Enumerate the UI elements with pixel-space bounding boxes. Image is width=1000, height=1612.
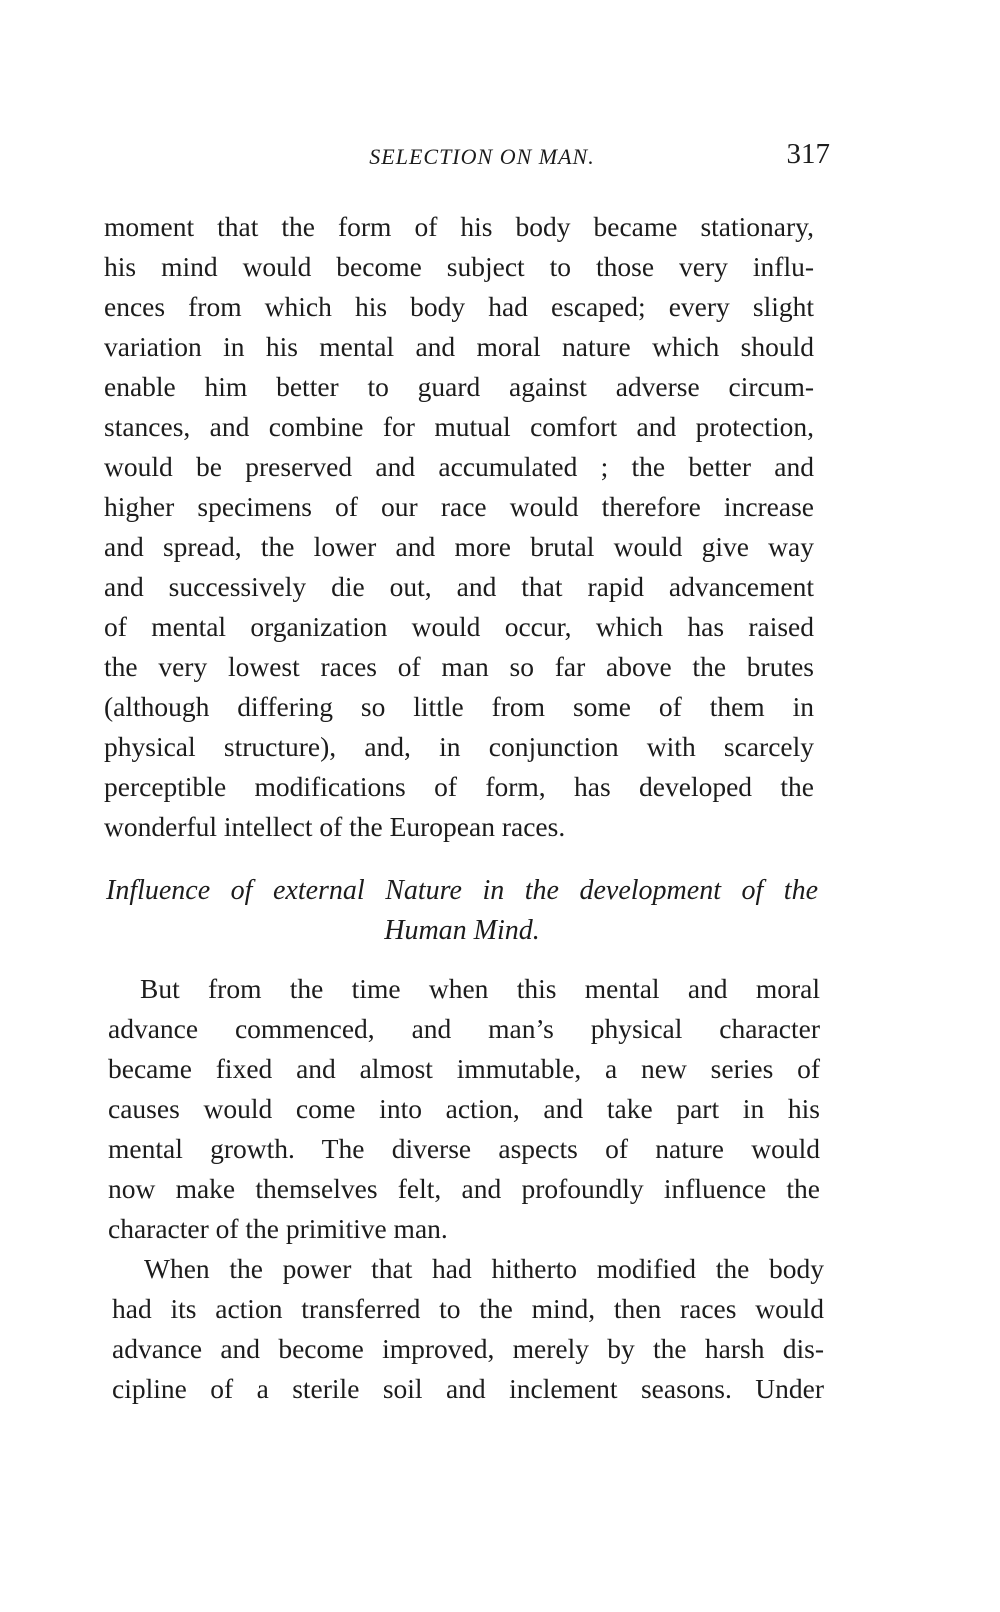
text-line: (although differing so little from some of them in xyxy=(104,691,814,722)
text-line: and successively die out, and that rapid advancement xyxy=(104,571,814,602)
text-line: ences from which his body had escaped; every slight xyxy=(104,291,814,322)
section-heading: Influence of external Nature in the development of the xyxy=(106,875,818,906)
text-line: causes would come into action, and take part in his xyxy=(108,1093,820,1124)
text-line: perceptible modifications of form, has developed the xyxy=(104,771,814,802)
text-line: But from the time when this mental and moral xyxy=(140,973,820,1004)
text-line: wonderful intellect of the European races. xyxy=(104,811,566,842)
text-line: now make themselves felt, and profoundly influence the xyxy=(108,1173,820,1204)
text-line: character of the primitive man. xyxy=(108,1213,448,1244)
page-number: 317 xyxy=(786,138,830,170)
text-line: higher specimens of our race would therefore increase xyxy=(104,491,814,522)
text-line: cipline of a sterile soil and inclement seasons. Under xyxy=(112,1373,824,1404)
text-line: When the power that had hitherto modified the body xyxy=(144,1253,824,1284)
text-line: variation in his mental and moral nature which should xyxy=(104,331,814,362)
text-line: enable him better to guard against adverse circum- xyxy=(104,371,814,402)
text-line: would be preserved and accumulated ; the better and xyxy=(104,451,814,482)
text-line: had its action transferred to the mind, then races would xyxy=(112,1293,824,1324)
text-line: physical structure), and, in conjunction with scarcely xyxy=(104,731,814,762)
text-line: his mind would become subject to those very influ- xyxy=(104,251,814,282)
running-head: SELECTION ON MAN. xyxy=(369,144,595,169)
page-header xyxy=(104,138,830,178)
text-line: mental growth. The diverse aspects of nature would xyxy=(108,1133,820,1164)
text-line: stances, and combine for mutual comfort and protection, xyxy=(104,411,814,442)
section-heading-continuation: Human Mind. xyxy=(384,915,540,946)
text-line: advance commenced, and man’s physical character xyxy=(108,1013,820,1044)
text-line: the very lowest races of man so far above the brutes xyxy=(104,651,814,682)
text-line: and spread, the lower and more brutal would give way xyxy=(104,531,814,562)
text-line: moment that the form of his body became stationary, xyxy=(104,211,814,242)
text-line: became fixed and almost immutable, a new series of xyxy=(108,1053,820,1084)
text-line: advance and become improved, merely by the harsh dis- xyxy=(112,1333,824,1364)
text-line: of mental organization would occur, which has raised xyxy=(104,611,814,642)
